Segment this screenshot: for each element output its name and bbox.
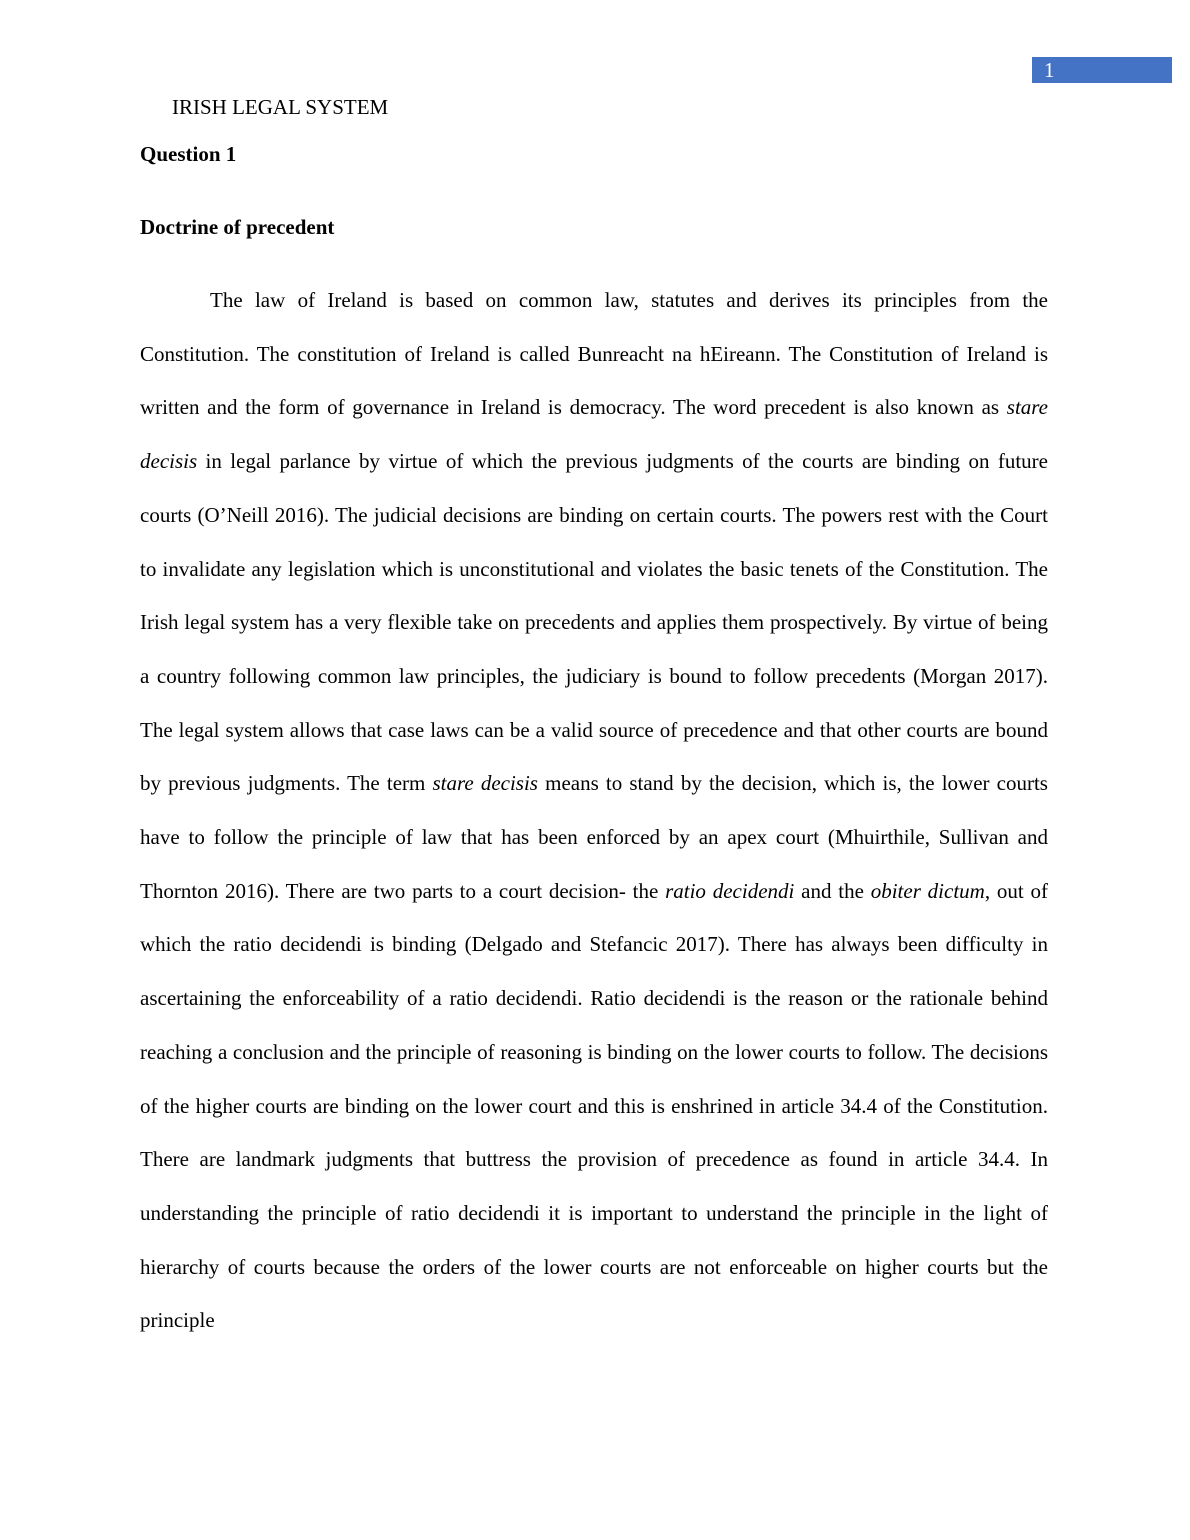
question-heading: Question 1 [140, 142, 237, 166]
paragraph-text: and the [794, 878, 871, 903]
italic-term: stare decisis [140, 395, 1048, 474]
paragraph-text: The law of Ireland is based on common law, statutes and derives its principles from the Constitution. The constitution of Ireland is called Bunreacht na hEireann. The Constitution of Ireland is written and the form of governance in Ireland is democracy. The word precedent is also known as [140, 288, 1048, 420]
paragraph-text: in legal parlance by virtue of which the previous judgments of the courts are binding on future courts (O’Neill 2016). The judicial decisions are binding on certain courts. The powers rest with the Court to invalidate any legislation which is unconstitutional and violates the basic tenets of the Constitution. The Irish legal system has a very flexible take on precedents and applies them prospectively. By virtue of being a country following common law principles, the judiciary is bound to follow precedents (Morgan 2017). The legal system allows that case laws can be a valid source of precedence and that other courts are bound by previous judgments. The term [140, 449, 1048, 796]
italic-term: stare decisis [432, 771, 538, 796]
page-number-box [1032, 57, 1172, 83]
italic-term: ratio decidendi [665, 878, 795, 903]
running-head: IRISH LEGAL SYSTEM [172, 95, 389, 119]
italic-term: obiter dictum [870, 878, 985, 903]
body-paragraph [140, 274, 1048, 1348]
page-number: 1 [1044, 58, 1055, 82]
paragraph-text: , out of which the ratio decidendi is binding (Delgado and Stefancic 2017). There has always been difficulty in ascertaining the enforceability of a ratio decidendi. Ratio decidendi is the reason or the rationale behind reaching a conclusion and the principle of reasoning is binding on the lower courts to follow. The decisions of the higher courts are binding on the lower court and this is enshrined in article 34.4 of the Constitution. There are landmark judgments that buttress the provision of precedence as found in article 34.4. In understanding the principle of ratio decidendi it is important to understand the principle in the light of hierarchy of courts because the orders of the lower courts are not enforceable on higher courts but the principle [140, 878, 1048, 1333]
paragraph-text: means to stand by the decision, which is, the lower courts have to follow the principle of law that has been enforced by an apex court (Mhuirthile, Sullivan and Thornton 2016). There are two parts to a court decision- the [140, 771, 1048, 903]
section-heading: Doctrine of precedent [140, 215, 335, 239]
